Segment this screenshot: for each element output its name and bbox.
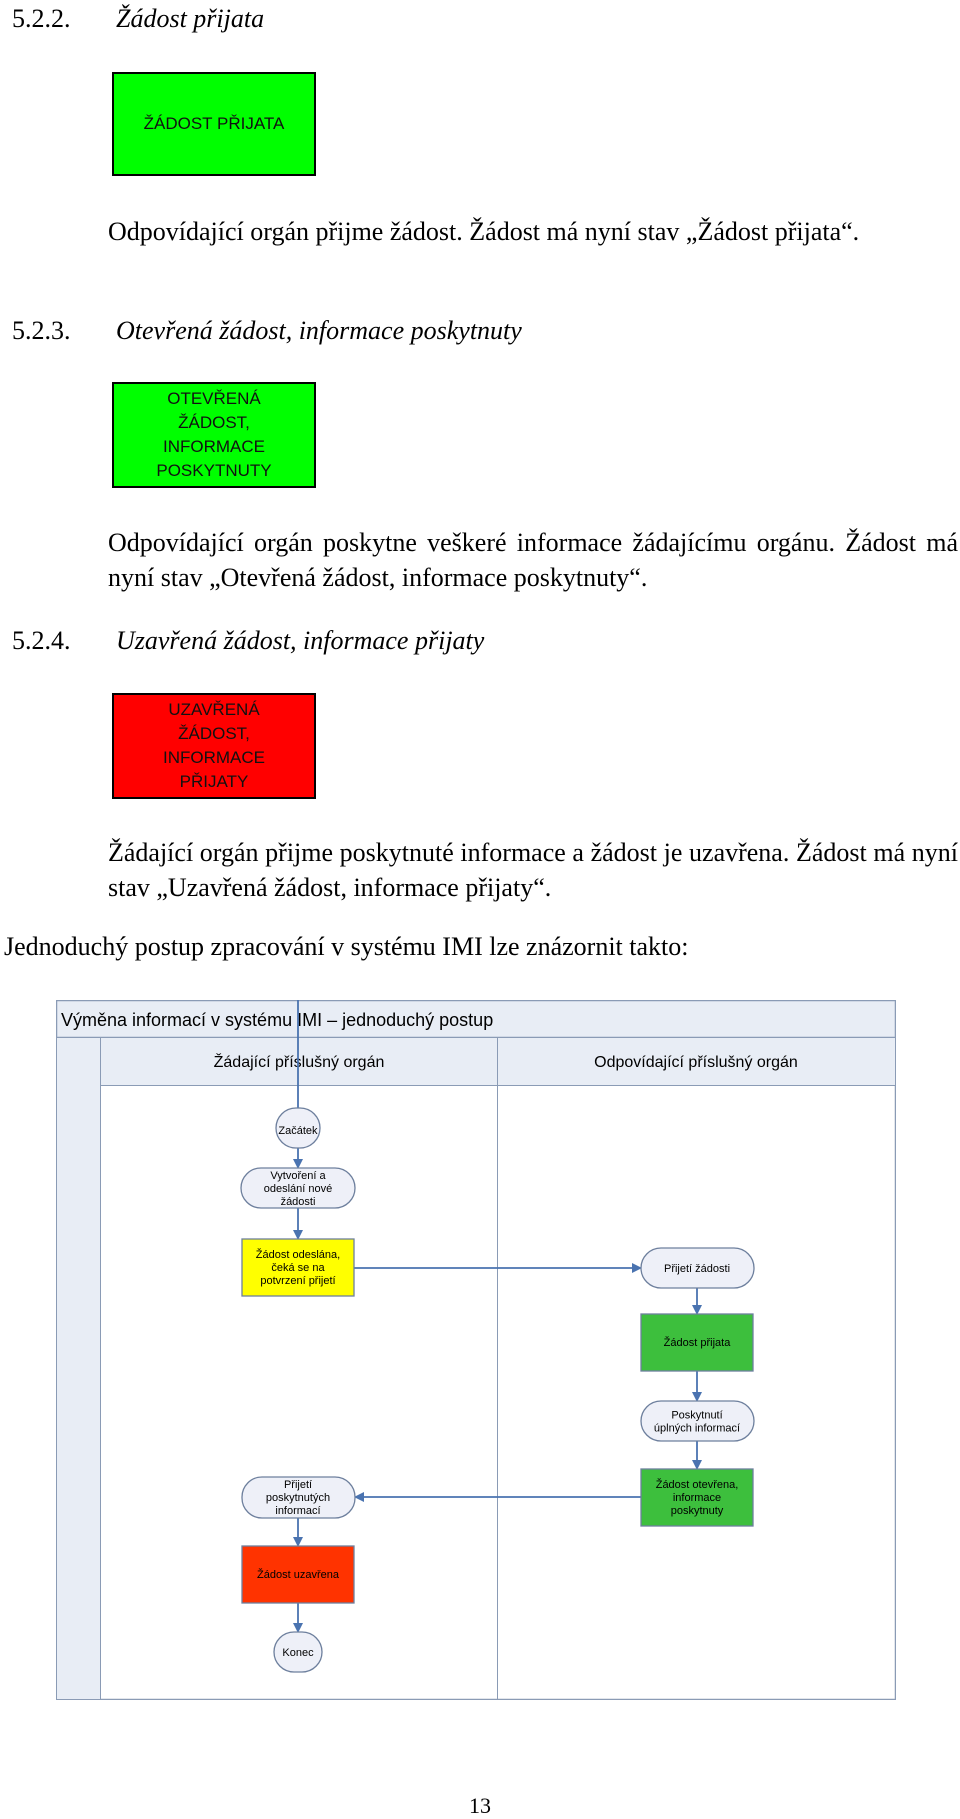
node-label-line: Začátek [278,1125,318,1137]
node-accepted-label [664,1336,732,1349]
status-label: UZAVŘENÁ ŽÁDOST, INFORMACE PŘIJATY [163,700,265,791]
paragraph-5-2-2 [108,214,958,249]
paragraph-text: Odpovídající orgán přijme žádost. Žádost má nyní stav „Žádost přijata“. [108,217,860,246]
diagram-title: Výměna informací v systému IMI – jednoduchý postup [61,1010,494,1030]
node-label-line: Žádost odeslána, [255,1249,341,1261]
node-label-line: poskytnuty [670,1505,724,1517]
node-label-line: Žádost přijata [663,1337,731,1349]
diagram-frame [57,1001,896,1700]
section-number: 5.2.4. [12,626,71,655]
paragraph-text: Žádající orgán přijme poskytnuté informace a žádost je uzavřena. Žádost má nyní stav „Uzavřená žádost, informace přijaty“. [108,838,958,902]
status-box-accepted [112,72,316,176]
node-label-line: Přijetí žádosti [663,1263,731,1275]
process-flow-diagram [56,1000,896,1700]
section-title: Uzavřená žádost, informace přijaty [116,626,485,655]
section-number: 5.2.2. [12,4,71,33]
status-label: ŽÁDOST PŘIJATA [143,114,285,133]
status-box-closed [112,693,316,799]
lead-text: Jednoduchý postup zpracování v systému IMI lze znázornit takto: [4,932,689,961]
node-label-line: Přijetí [283,1479,313,1491]
node-label-line: Vytvoření a [270,1170,326,1182]
node-start-label [278,1125,318,1137]
node-label-line: Žádost otevřena, [655,1479,739,1491]
node-label-line: informace [672,1492,722,1504]
diagram-left-margin [57,1038,101,1700]
node-label-line: odeslání nové [263,1183,333,1195]
page-number: 13 [469,1793,491,1818]
lane-title-responding: Odpovídající příslušný orgán [594,1054,798,1071]
section-title: Žádost přijata [116,4,265,33]
section-number: 5.2.3. [12,316,71,345]
node-closed-label [257,1568,340,1581]
node-label-line: Poskytnutí [671,1409,723,1422]
status-label: OTEVŘENÁ ŽÁDOST, INFORMACE POSKYTNUTY [156,389,272,480]
node-label-line: Žádost uzavřena [257,1569,339,1581]
paragraph-5-2-3 [108,525,958,595]
status-box-opened [112,382,316,488]
node-label-line: informací [275,1505,321,1517]
node-label-line: Konec [282,1647,314,1659]
node-end-label [282,1647,314,1659]
lane-title-requesting: Žádající příslušný orgán [213,1054,385,1071]
node-label-line: úplných informací [653,1422,741,1435]
node-label-line: žádosti [280,1196,316,1208]
node-label-line: čeká se na [271,1262,325,1274]
section-title: Otevřená žádost, informace poskytnuty [116,316,522,345]
paragraph-5-2-4 [108,835,958,905]
node-label-line: potvrzení přijetí [260,1275,336,1287]
node-receive-label [664,1263,730,1275]
node-label-line: poskytnutých [265,1492,331,1504]
paragraph-text: Odpovídající orgán poskytne veškeré informace žádajícímu orgánu. Žádost má nyní stav „Otevřená žádost, informace poskytnuty“. [108,528,958,592]
